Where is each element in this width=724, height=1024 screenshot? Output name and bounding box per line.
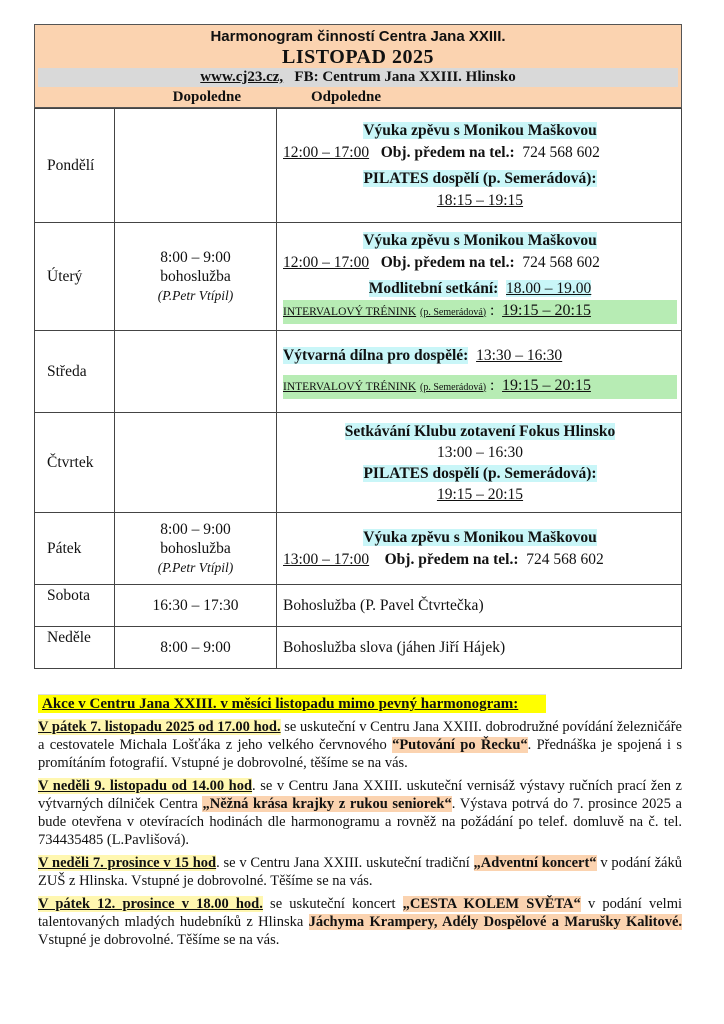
event-highlight: „Adventní koncert“	[473, 855, 597, 871]
event-highlight: „Něžná krása krajky z rukou seniorek“	[202, 796, 452, 812]
day-label: Pátek	[35, 513, 115, 585]
afternoon-cell: Výuka zpěvu s Monikou Maškovou 12:00 – 17:00 Obj. předem na tel.: 724 568 602 Modlitební setkání: 18.00 – 19.00 INTERVALOVÝ TRÉNINK (p. Semerádová) : 19:15 – 20:15	[277, 223, 682, 331]
event-text: se uskuteční v Centru Jana XXIII. dobrodružné povídání železničáře a cestovatele Michala Lošťáka z jeho velkého červnového	[38, 719, 682, 753]
schedule-table	[34, 108, 682, 669]
interval-time: 19:15 – 20:15	[502, 301, 591, 319]
morning-cell	[115, 331, 277, 413]
event-item	[38, 777, 682, 849]
day-label: Pondělí	[35, 109, 115, 223]
interval-trainer: (p. Semerádová)	[420, 381, 487, 393]
morning-cell	[115, 223, 277, 331]
interval-trainer: (p. Semerádová)	[420, 306, 487, 318]
event-date: V pátek 7. listopadu 2025 od 17.00 hod.	[38, 719, 281, 735]
facebook-label: FB: Centrum Jana XXIII. Hlinsko	[294, 69, 516, 85]
website-link[interactable]: www.cj23.cz,	[200, 69, 284, 85]
col-morning: Dopoledne	[172, 89, 241, 105]
schedule-title: Harmonogram činností Centra Jana XXIII.	[210, 28, 506, 45]
day-label: Čtvrtek	[35, 413, 115, 513]
prayer-label: Modlitební setkání:	[368, 279, 499, 297]
row-tuesday	[35, 223, 682, 331]
pilates-title: PILATES dospělí (p. Semerádová):	[363, 464, 597, 482]
art-time: 13:30 – 16:30	[476, 346, 563, 364]
column-headers	[35, 87, 681, 107]
schedule-sheet	[34, 24, 682, 669]
col-afternoon: Odpoledne	[311, 89, 382, 105]
morning-cell	[115, 513, 277, 585]
mass-time: 8:00 – 9:00	[160, 249, 231, 266]
event-date: V neděli 7. prosince v 15 hod	[38, 855, 217, 871]
event-date: V pátek 12. prosince v 18.00 hod.	[38, 896, 263, 912]
interval-label: INTERVALOVÝ TRÉNINK	[283, 380, 417, 393]
event-text: . Výstava potrvá do 7. prosince 2025 a bude otevřena v otevíracích hodinách dle harmonogramu a rovněž na požádání po telef. domluvě na č. tel. 734435485 (L.Pavlišová).	[38, 796, 682, 848]
afternoon-cell: Výtvarná dílna pro dospělé: 13:30 – 16:30 INTERVALOVÝ TRÉNINK (p. Semerádová) : 19:15 – 20:15	[277, 331, 682, 413]
event-highlight: “Putování po Řecku“	[392, 737, 528, 753]
morning-cell	[115, 413, 277, 513]
singing-title: Výuka zpěvu s Monikou Maškovou	[363, 528, 597, 546]
order-label: Obj. předem na tel.:	[384, 550, 519, 568]
month-title: LISTOPAD 2025	[282, 46, 434, 68]
row-saturday	[35, 585, 682, 627]
event-performers: Jáchyma Krampery, Adély Dospělové a Marušky Kalitové.	[308, 914, 683, 930]
singing-time: 13:00 – 17:00	[283, 550, 370, 568]
event-highlight: „CESTA KOLEM SVĚTA“	[402, 896, 581, 912]
prayer-time: 18.00 – 19.00	[506, 279, 592, 297]
art-label: Výtvarná dílna pro dospělé:	[283, 346, 469, 364]
singing-time: 12:00 – 17:00	[283, 253, 370, 271]
phone-number: 724 568 602	[526, 550, 604, 568]
event-text: . se v Centru Jana XXIII. uskuteční tradiční	[216, 855, 474, 871]
interval-time: 19:15 – 20:15	[502, 376, 591, 394]
event-item	[38, 895, 682, 949]
singing-time: 12:00 – 17:00	[283, 143, 370, 161]
event-text: v podání velmi talentovaných mladých hudebníků z Hlinska	[38, 896, 682, 930]
event-item	[38, 854, 682, 890]
events-title: Akce v Centru Jana XXIII. v měsíci listopadu mimo pevný harmonogram:	[38, 694, 546, 713]
morning-cell	[115, 109, 277, 223]
priest-name: (P.Petr Vtípil)	[157, 288, 234, 303]
mass-label: bohoslužba	[160, 540, 231, 557]
contact-line	[38, 68, 678, 87]
afternoon-cell	[277, 109, 682, 223]
phone-number: 724 568 602	[522, 253, 600, 271]
event-text: . se v Centru Jana XXIII. uskuteční vernisáž výstavy ručních prací žen z výtvarných dílniček Centra	[38, 778, 682, 812]
row-monday	[35, 109, 682, 223]
morning-time: 8:00 – 9:00	[115, 627, 277, 669]
day-label: Středa	[35, 331, 115, 413]
event-text: se uskuteční koncert	[262, 896, 403, 912]
day-label: Sobota	[35, 585, 115, 627]
club-title: Setkávání Klubu zotavení Fokus Hlinsko	[344, 422, 616, 440]
day-label: Neděle	[35, 627, 115, 669]
afternoon-text: Bohoslužba (P. Pavel Čtvrtečka)	[277, 585, 682, 627]
row-wednesday	[35, 331, 682, 413]
day-label: Úterý	[35, 223, 115, 331]
mass-time: 8:00 – 9:00	[160, 521, 231, 538]
row-friday	[35, 513, 682, 585]
morning-time: 16:30 – 17:30	[115, 585, 277, 627]
events-section	[38, 694, 682, 949]
pilates-title: PILATES dospělí (p. Semerádová):	[363, 169, 597, 187]
event-item	[38, 718, 682, 772]
afternoon-cell	[277, 513, 682, 585]
schedule-header	[34, 24, 682, 108]
afternoon-text: Bohoslužba slova (jáhen Jiří Hájek)	[277, 627, 682, 669]
club-time: 13:00 – 16:30	[436, 443, 524, 461]
pilates-time: 19:15 – 20:15	[436, 485, 524, 503]
event-text: . Přednáška je spojená i s promítáním fotografií. Vstupné je dobrovolné, těšíme se na vás.	[38, 737, 682, 771]
singing-title: Výuka zpěvu s Monikou Maškovou	[363, 231, 597, 249]
row-sunday	[35, 627, 682, 669]
pilates-time: 18:15 – 19:15	[436, 191, 524, 209]
order-label: Obj. předem na tel.:	[380, 253, 515, 271]
interval-label: INTERVALOVÝ TRÉNINK	[283, 305, 417, 318]
order-label: Obj. předem na tel.:	[380, 143, 515, 161]
afternoon-cell	[277, 413, 682, 513]
phone-number: 724 568 602	[522, 143, 600, 161]
event-date: V neděli 9. listopadu od 14.00 hod	[38, 778, 253, 794]
event-text: Vstupné je dobrovolné. Těšíme se na vás.	[38, 932, 280, 948]
row-thursday	[35, 413, 682, 513]
event-text: v podání žáků ZUŠ z Hlinska. Vstupné je dobrovolné. Těšíme se na vás.	[38, 855, 682, 889]
priest-name: (P.Petr Vtípil)	[157, 560, 234, 575]
singing-title: Výuka zpěvu s Monikou Maškovou	[363, 121, 597, 139]
mass-label: bohoslužba	[160, 268, 231, 285]
